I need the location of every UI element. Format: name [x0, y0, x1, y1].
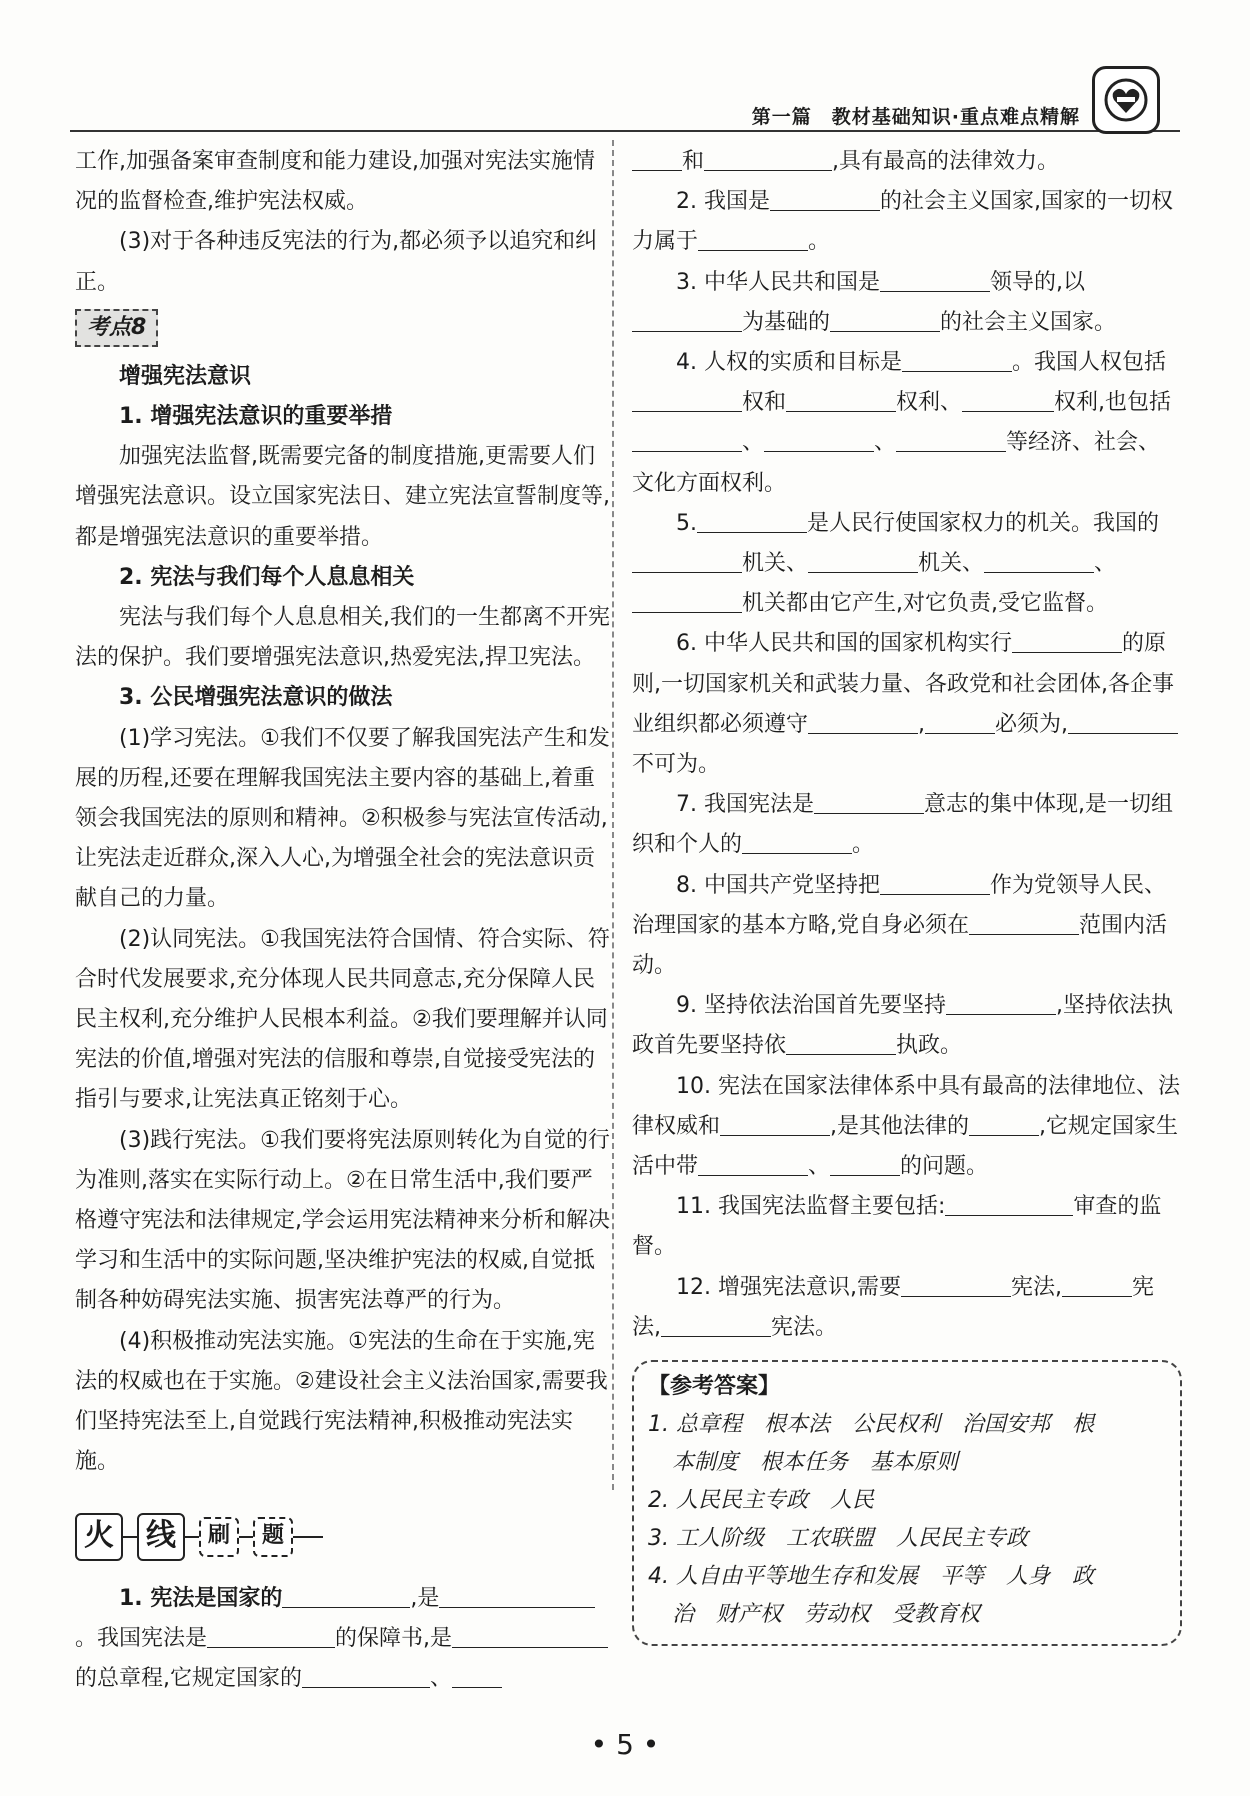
answer-line: 2. 人民民主专政 人民 [648, 1488, 874, 1514]
paragraph: (1)学习宪法。①我们不仅要了解我国宪法产生和发展的历程,还要在理解我国宪法主要内容的基础上,着重领会我国宪法的原则和精神。②积极参与宪法宣传活动,让宪法走近群众,深入人心,为增强全社会的宪法意识贡献自己的力量。 [75, 725, 610, 912]
page-number: • 5 • [590, 1728, 660, 1761]
section-tag: 考点8 [75, 309, 158, 347]
page-header [70, 96, 1180, 132]
answer-line: 3. 工人阶级 工农联盟 人民民主专政 [648, 1526, 1028, 1552]
heart-badge-icon [1101, 75, 1151, 125]
answer-title: 【参考答案】 [648, 1374, 781, 1400]
question-7: 7. 我国宪法是 意志的集中体现,是一切组织和个人的 。 [632, 785, 1182, 865]
question-11: 11. 我国宪法监督主要包括: 审查的监督。 [632, 1187, 1182, 1267]
logo-emblem [1092, 66, 1160, 134]
topic-heading: 增强宪法意识 [119, 363, 252, 389]
question-8: 8. 中国共产党坚持把 作为党领导人民、治理国家的基本方略,党自身必须在 范围内活动。 [632, 866, 1182, 987]
banner-char: 火 [75, 1513, 123, 1561]
answer-line: 4. 人自由平等地生存和发展 平等 人身 政 [648, 1564, 1094, 1590]
subheading: 1. 增强宪法意识的重要举措 [119, 404, 393, 430]
question-1: 1. 宪法是国家的 ,是。我国宪法是 的保障书,是的总章程,它规定国家的 、 [75, 1579, 610, 1700]
column-divider [612, 140, 614, 1490]
question-4: 4. 人权的实质和目标是 。我国人权包括权和 权利、 权利,也包括、 、 等经济、社会、文化方面权利。 [632, 343, 1182, 504]
answer-line: 本制度 根本任务 基本原则 [672, 1450, 959, 1476]
banner-char: 题 [253, 1517, 293, 1557]
question-6: 6. 中华人民共和国的国家机构实行 的原则,一切国家机关和武装力量、各政党和社会团体,各企事业组织都必须遵守 , 必须为,不可为。 [632, 624, 1182, 785]
right-column [632, 142, 1182, 1646]
banner-char: 刷 [199, 1517, 239, 1557]
paragraph: 宪法与我们每个人息息相关,我们的一生都离不开宪法的保护。我们要增强宪法意识,热爱宪法,捍卫宪法。 [75, 605, 610, 671]
paragraph: (3)践行宪法。①我们要将宪法原则转化为自觉的行为准则,落实在实际行动上。②在日常生活中,我们要严格遵守宪法和法律规定,学会运用宪法精神来分析和解决学习和生活中的实际问题,坚决维护宪法的权威,自觉抵制各种妨碍宪法实施、损害宪法尊严的行为。 [75, 1127, 610, 1314]
answer-line: 1. 总章程 根本法 公民权利 治国安邦 根 [648, 1412, 1094, 1438]
question-9: 9. 坚持依法治国首先要坚持 ,坚持依法执政首先要坚持依 执政。 [632, 986, 1182, 1066]
question-10: 10. 宪法在国家法律体系中具有最高的法律地位、法律权威和 ,是其他法律的 ,它规定国家生活中带 、 的问题。 [632, 1073, 1180, 1180]
question-12: 12. 增强宪法意识,需要 宪法, 宪法, 宪法。 [632, 1268, 1182, 1348]
question-5: 5. 是人民行使国家权力的机关。我国的机关、 机关、 、机关都由它产生,对它负责,受它监督。 [632, 504, 1182, 625]
left-column [75, 142, 610, 1699]
paragraph: (3)对于各种违反宪法的行为,都必须予以追究和纠正。 [75, 229, 598, 295]
paragraph: (2)认同宪法。①我国宪法符合国情、符合实际、符合时代发展要求,充分体现人民共同意志,充分保障人民民主权利,充分维护人民根本利益。②我们要理解并认同宪法的价值,增强对宪法的信服和尊崇,自觉接受宪法的指引与要求,让宪法真正铭刻于心。 [75, 926, 610, 1113]
paragraph: 加强宪法监督,既需要完备的制度措施,更需要人们增强宪法意识。设立国家宪法日、建立宪法宣誓制度等,都是增强宪法意识的重要举措。 [75, 444, 610, 550]
question-3: 3. 中华人民共和国是 领导的,以为基础的 的社会主义国家。 [632, 263, 1182, 343]
question-2: 2. 我国是 的社会主义国家,国家的一切权力属于 。 [632, 182, 1182, 262]
exercise-banner [75, 1513, 610, 1561]
subheading: 2. 宪法与我们每个人息息相关 [119, 564, 415, 590]
header-title: 第一篇 教材基础知识·重点难点精解 [751, 106, 1080, 128]
banner-char: 线 [137, 1513, 185, 1561]
question-1-cont: 和 ,具有最高的法律效力。 [632, 142, 1182, 182]
answer-box [632, 1360, 1182, 1646]
subheading: 3. 公民增强宪法意识的做法 [119, 685, 393, 711]
paragraph: 工作,加强备案审查制度和能力建设,加强对宪法实施情况的监督检查,维护宪法权威。 [75, 149, 595, 215]
paragraph: (4)积极推动宪法实施。①宪法的生命在于实施,宪法的权威也在于实施。②建设社会主义法治国家,需要我们坚持宪法至上,自觉践行宪法精神,积极推动宪法实施。 [75, 1328, 608, 1475]
answer-line: 治 财产权 劳动权 受教育权 [672, 1602, 981, 1628]
